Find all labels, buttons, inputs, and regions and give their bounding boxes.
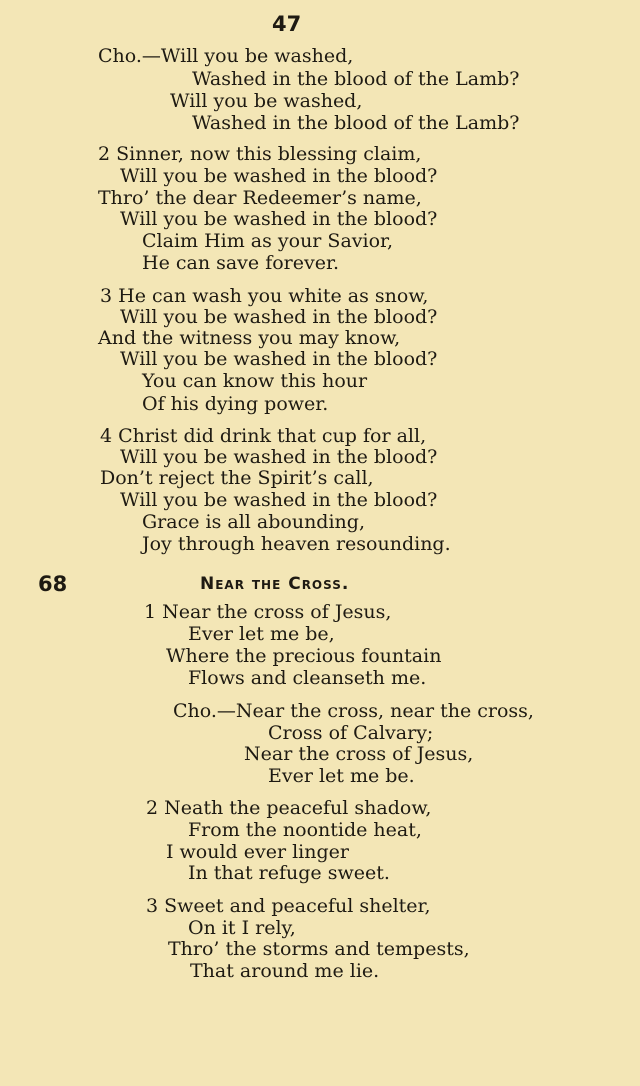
hymn67-verse3-line-6: Of his dying power. [142,393,329,415]
hymn68-verse1-line-3: Where the precious fountain [166,645,442,667]
hymn67-verse4-line-5: Grace is all abounding, [142,511,365,533]
hymn67-verse3-line-5: You can know this hour [142,370,368,392]
hymn67-chorus-line-1: Cho.—Will you be washed, [98,45,354,67]
hymn68-verse1-line-2: Ever let me be, [188,623,335,645]
hymn67-verse2-line-6: He can save forever. [142,252,340,274]
hymn68-verse2-line-2: From the noontide heat, [188,819,422,841]
hymn67-verse4-line-4: Will you be washed in the blood? [120,489,438,511]
hymn67-verse2-line-4: Will you be washed in the blood? [120,208,438,230]
hymn68-number: 68 [38,572,68,596]
hymn67-verse4-line-1: 4 Christ did drink that cup for all, [100,425,427,447]
page-number: 47 [272,12,302,36]
hymn68-verse1-line-4: Flows and cleanseth me. [188,667,427,689]
hymn68-verse2-line-1: 2 Neath the peaceful shadow, [146,797,432,819]
hymn68-chorus-line-2: Cross of Calvary; [268,722,434,744]
hymn68-verse2-line-3: I would ever linger [166,841,349,863]
hymn68-chorus-line-3: Near the cross of Jesus, [244,743,474,765]
hymn68-chorus-line-4: Ever let me be. [268,765,415,787]
hymn67-verse3-line-2: Will you be washed in the blood? [120,306,438,328]
hymn68-title: Near the Cross. [200,574,350,594]
hymn68-verse1-line-1: 1 Near the cross of Jesus, [144,601,392,623]
hymn68-verse3-line-3: Thro’ the storms and tempests, [168,938,470,960]
hymn67-verse3-line-3: And the witness you may know, [98,327,401,349]
hymn67-verse3-line-1: 3 He can wash you white as snow, [100,285,429,307]
hymn67-verse4-line-3: Don’t reject the Spirit’s call, [100,467,374,489]
hymn67-verse4-line-6: Joy through heaven resounding. [142,533,451,555]
hymn67-chorus-line-2: Washed in the blood of the Lamb? [192,68,520,90]
hymn67-verse2-line-2: Will you be washed in the blood? [120,165,438,187]
hymn68-verse3-line-1: 3 Sweet and peaceful shelter, [146,895,431,917]
hymn67-chorus-line-4: Washed in the blood of the Lamb? [192,112,520,134]
hymn67-verse4-line-2: Will you be washed in the blood? [120,446,438,468]
hymn67-verse2-line-5: Claim Him as your Savior, [142,230,394,252]
hymn68-chorus-line-1: Cho.—Near the cross, near the cross, [173,700,534,722]
hymn68-verse2-line-4: In that refuge sweet. [188,862,390,884]
hymn68-verse3-line-4: That around me lie. [190,960,380,982]
hymn67-verse3-line-4: Will you be washed in the blood? [120,348,438,370]
hymn67-verse2-line-3: Thro’ the dear Redeemer’s name, [98,187,422,209]
hymn67-verse2-line-1: 2 Sinner, now this blessing claim, [98,143,422,165]
hymn68-verse3-line-2: On it I rely, [188,917,296,939]
hymn67-chorus-line-3: Will you be washed, [170,90,363,112]
